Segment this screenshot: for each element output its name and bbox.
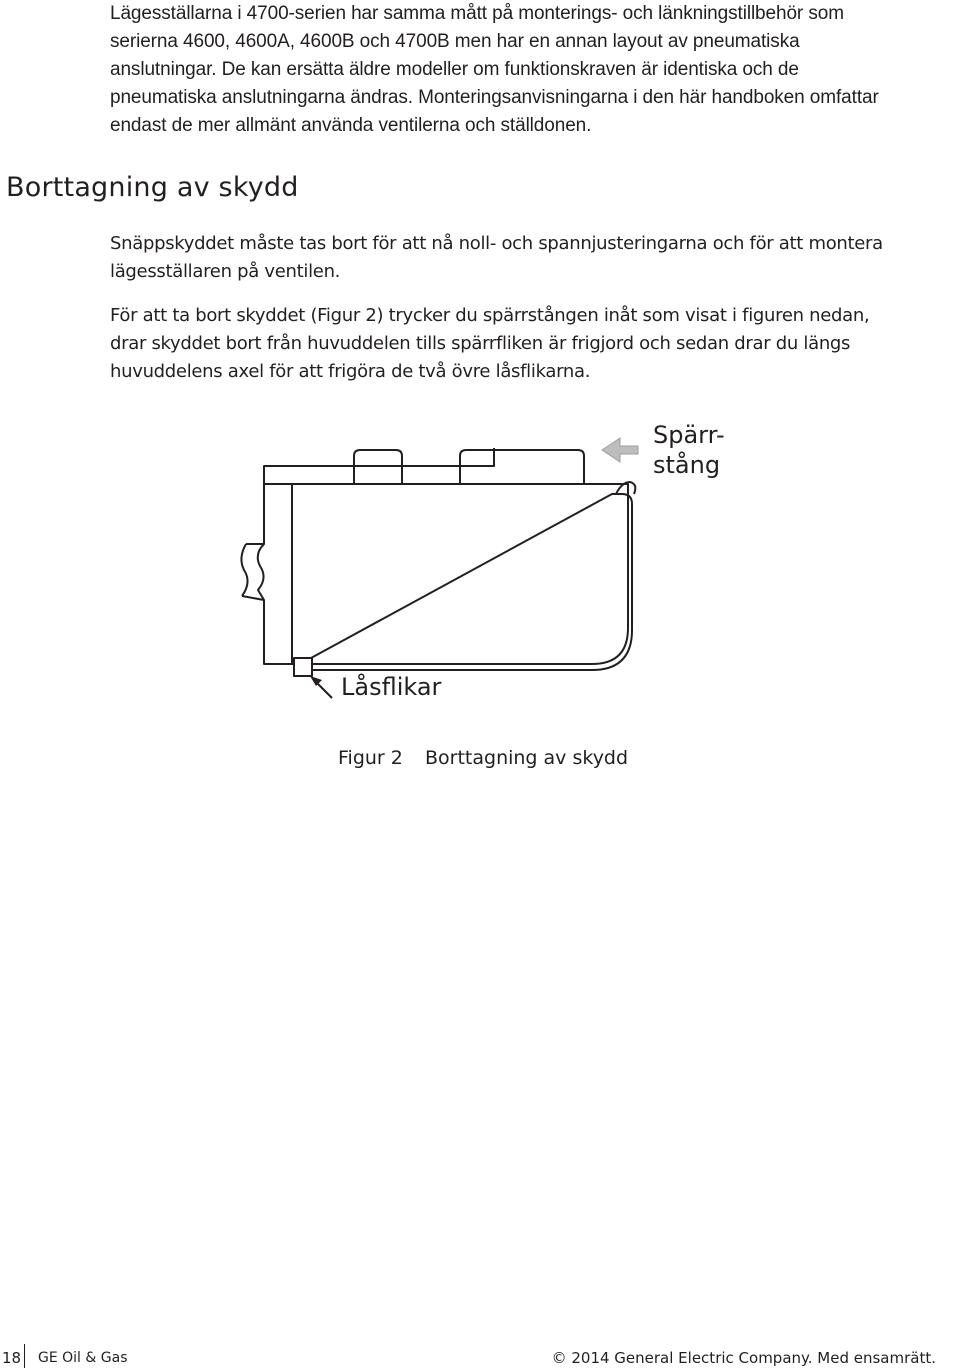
section-paragraph-1 [110, 230, 958, 286]
push-arrow-icon [602, 438, 638, 462]
page-number: 18 [2, 1349, 22, 1367]
footer-copyright: © 2014 General Electric Company. Med ensamrätt. [551, 1349, 936, 1367]
lock-tab [294, 658, 312, 676]
footer-company: GE Oil & Gas [38, 1350, 128, 1366]
housing-body [292, 484, 628, 664]
leader-arrow-icon [310, 676, 332, 698]
intro-line: Lägesställarna i 4700-serien har samma mått på monterings- och länkningstillbehör som [110, 3, 844, 24]
intro-paragraph [110, 0, 958, 140]
footer-divider [24, 1344, 25, 1368]
bracket-break [241, 544, 247, 596]
section-heading: Borttagning av skydd [6, 172, 299, 203]
intro-line: serierna 4600, 4600A, 4600B och 4700B men har en annan layout av pneumatiska [110, 31, 800, 52]
label-line: stång [653, 451, 721, 479]
paragraph-line: huvuddelens axel för att frigöra de två övre låsflikarna. [110, 361, 591, 382]
paragraph-line: drar skyddet bort från huvuddelen tills spärrfliken är frigjord och sedan drar du längs [110, 333, 851, 354]
intro-line: anslutningar. De kan ersätta äldre modeller om funktionskraven är identiska och de [110, 59, 799, 80]
paragraph-line: lägesställaren på ventilen. [110, 261, 341, 282]
label-sparr-stang [653, 420, 725, 480]
intro-line: pneumatiska anslutningarna ändras. Monteringsanvisningarna i den här handboken omfattar [110, 87, 879, 108]
label-line: Spärr- [653, 421, 725, 449]
label-lasflikar: Låsflikar [341, 673, 442, 701]
bracket-outline [258, 484, 292, 664]
figure-caption-number: Figur 2 [338, 747, 403, 769]
intro-line: endast de mer allmänt använda ventilerna och ställdonen. [110, 115, 592, 136]
figure-caption-title: Borttagning av skydd [425, 747, 629, 769]
paragraph-line: För att ta bort skyddet (Figur 2) trycker du spärrstången inåt som visat i figuren nedan, [110, 305, 870, 326]
paragraph-line: Snäppskyddet måste tas bort för att nå noll- och spannjusteringarna och för att montera [110, 233, 883, 254]
section-paragraph-2 [110, 302, 958, 386]
cover-outline [300, 494, 632, 670]
